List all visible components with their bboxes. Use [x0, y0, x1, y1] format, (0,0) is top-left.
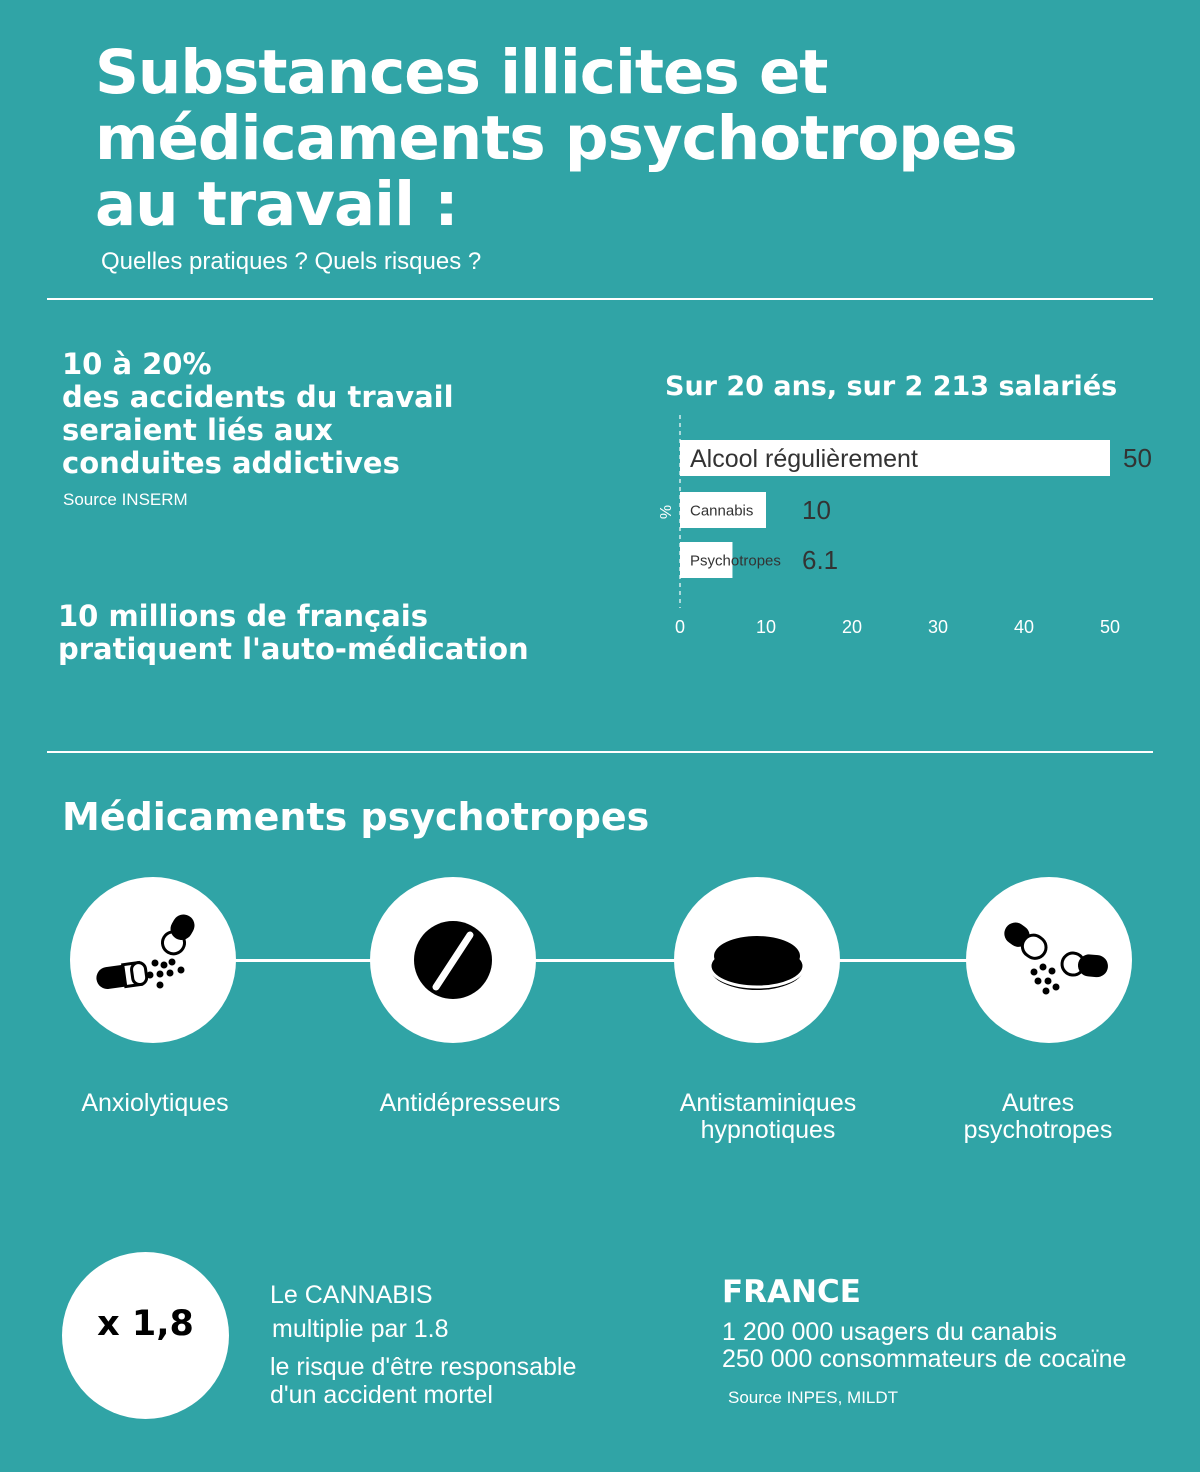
accidents-stat — [62, 348, 454, 480]
capsule-spill-icon — [966, 877, 1132, 1043]
selfmed-line-1: 10 millions de français — [58, 599, 428, 633]
label-line-1: Antidépresseurs — [379, 1089, 561, 1117]
x-tick-label: 50 — [1099, 617, 1121, 637]
title-line-2: médicaments psychotropes — [95, 103, 1017, 174]
page-title — [95, 37, 1155, 240]
multiplier-value: x 1,8 — [97, 1304, 194, 1344]
label-line-2: psychotropes — [963, 1116, 1113, 1144]
scored-pill-icon — [370, 877, 536, 1043]
accidents-pct: 10 à 20% — [62, 347, 212, 381]
bar-label-psychotropes: Psychotropes — [690, 552, 781, 570]
selfmed-line-2: pratiquent l'auto-médication — [58, 632, 529, 666]
chart-y-label: % — [658, 504, 675, 520]
bar-label-alcoolr-guli-rement: Alcool régulièrement — [690, 445, 918, 473]
label-anxiolytiques — [25, 1090, 285, 1117]
bar-value-alcoolr-guli-rement: 50 — [1123, 443, 1152, 473]
capsule-spill-icon — [70, 877, 236, 1043]
title-line-1: Substances illicites et — [95, 37, 828, 108]
round-tablet-icon — [674, 877, 840, 1043]
x-tick-label: 40 — [1013, 617, 1035, 637]
icon-circle-anxiolytiques — [70, 877, 236, 1043]
icon-circle-antistaminiques — [674, 877, 840, 1043]
accidents-source: Source INSERM — [63, 490, 188, 509]
chart-title: Sur 20 ans, sur 2 213 salariés — [665, 371, 1118, 402]
france-line-2: 250 000 consommateurs de cocaïne — [722, 1345, 1127, 1373]
accidents-line-4: conduites addictives — [62, 446, 400, 480]
x-tick-label: 30 — [927, 617, 949, 637]
icon-circle-antidepresseurs — [370, 877, 536, 1043]
x-tick-label: 0 — [674, 617, 686, 637]
divider-top — [47, 298, 1153, 300]
france-source: Source INPES, MILDT — [728, 1388, 899, 1407]
page-subtitle: Quelles pratiques ? Quels risques ? — [101, 248, 482, 275]
section-title: Médicaments psychotropes — [62, 795, 650, 839]
title-line-3: au travail : — [95, 169, 458, 240]
icons-connector — [200, 959, 1020, 962]
cannabis-line-4: d'un accident mortel — [270, 1381, 493, 1409]
bar-chart — [640, 360, 1180, 660]
label-line-2: hypnotiques — [700, 1116, 836, 1144]
bar-label-cannabis: Cannabis — [690, 502, 754, 520]
cannabis-line-3: le risque d'être responsable — [270, 1353, 577, 1381]
icon-circle-autres — [966, 877, 1132, 1043]
france-line-1: 1 200 000 usagers du canabis — [722, 1318, 1057, 1346]
bar-value-psychotropes: 6.1 — [802, 545, 839, 575]
selfmed-stat — [58, 600, 529, 666]
x-tick-label: 20 — [841, 617, 863, 637]
label-autres — [908, 1090, 1168, 1144]
france-title: FRANCE — [722, 1274, 861, 1310]
accidents-line-3: seraient liés aux — [62, 413, 333, 447]
bar-value-cannabis: 10 — [802, 495, 831, 525]
label-antidepresseurs — [340, 1090, 600, 1117]
accidents-line-2: des accidents du travail — [62, 380, 454, 414]
multiplier-circle — [62, 1252, 229, 1419]
divider-middle — [47, 751, 1153, 753]
x-tick-label: 10 — [755, 617, 777, 637]
label-line-1: Antistaminiques — [679, 1089, 857, 1117]
label-antistaminiques — [638, 1090, 898, 1144]
cannabis-line-2: multiplie par 1.8 — [272, 1315, 449, 1343]
label-line-1: Anxiolytiques — [81, 1089, 229, 1117]
label-line-1: Autres — [1001, 1089, 1075, 1117]
cannabis-line-1: Le CANNABIS — [270, 1281, 433, 1309]
